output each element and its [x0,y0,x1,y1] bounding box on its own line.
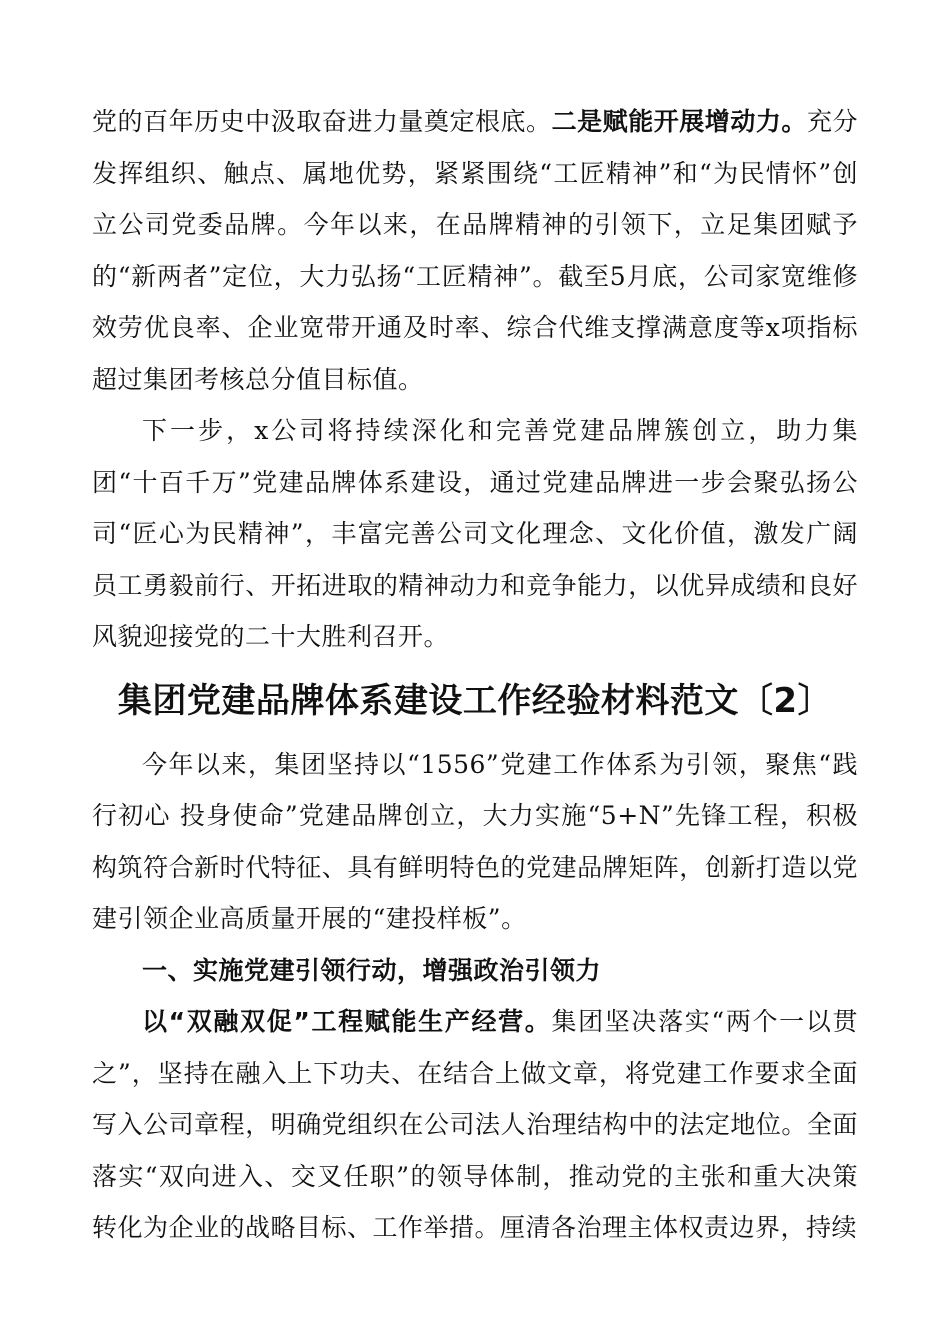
section-heading-1: 一、实施党建引领行动，增强政治引领力 [142,955,602,985]
paragraph-text: 集团坚决落实“两个一以贯之”，坚持在融入上下功夫、在结合上做文章，将党建工作要求全面写入公司章程，明确党组织在公司法人治理结构中的法定地位。全面落实“双向进入、交叉任职”的领导体制，推动党的主张和重大决策转化为企业的战略目标、工作举措。厘清各治理主体权责边界，持续 [92,1007,858,1242]
paragraph-text: 充分发挥组织、触点、属地优势，紧紧围绕“工匠精神”和“为民情怀”创立公司党委品牌。今年以来，在品牌精神的引领下，立足集团赋予的“新两者”定位，大力弘扬“工匠精神”。截至5月底，公司家宽维修效劳优良率、企业宽带开通及时率、综合代维支撑满意度等x项指标超过集团考核总分值目标值。 [92,107,858,394]
paragraph-next-steps: 下一步，x公司将持续深化和完善党建品牌簇创立，助力集团“十百千万”党建品牌体系建设，通过党建品牌进一步会聚弘扬公司“匠心为民精神”，丰富完善公司文化理念、文化价值，激发广阔员工勇毅前行、开拓进取的精神动力和竞争能力，以优异成绩和良好风貌迎接党的二十大胜利召开。 [92,416,858,651]
paragraph-bold-lead: 二是赋能开展增动力。 [551,107,807,136]
document-page [92,96,858,1254]
paragraph-dual-integration [92,996,858,1254]
paragraph-brand-empowerment [92,96,858,405]
paragraph-text: 党的百年历史中汲取奋进力量奠定根底。 [92,107,552,136]
paragraph-bold-lead: 以“双融双促”工程赋能生产经营。 [142,1007,552,1036]
paragraph-intro: 今年以来，集团坚持以“1556”党建工作体系为引领，聚焦“践行初心 投身使命”党建品牌创立，大力实施“5+N”先锋工程，积极构筑符合新时代特征、具有鲜明特色的党建品牌矩阵，创新打造以党建引领企业高质量开展的“建投样板”。 [92,749,858,933]
document-heading: 集团党建品牌体系建设工作经验材料范文〔2〕 [117,680,833,721]
